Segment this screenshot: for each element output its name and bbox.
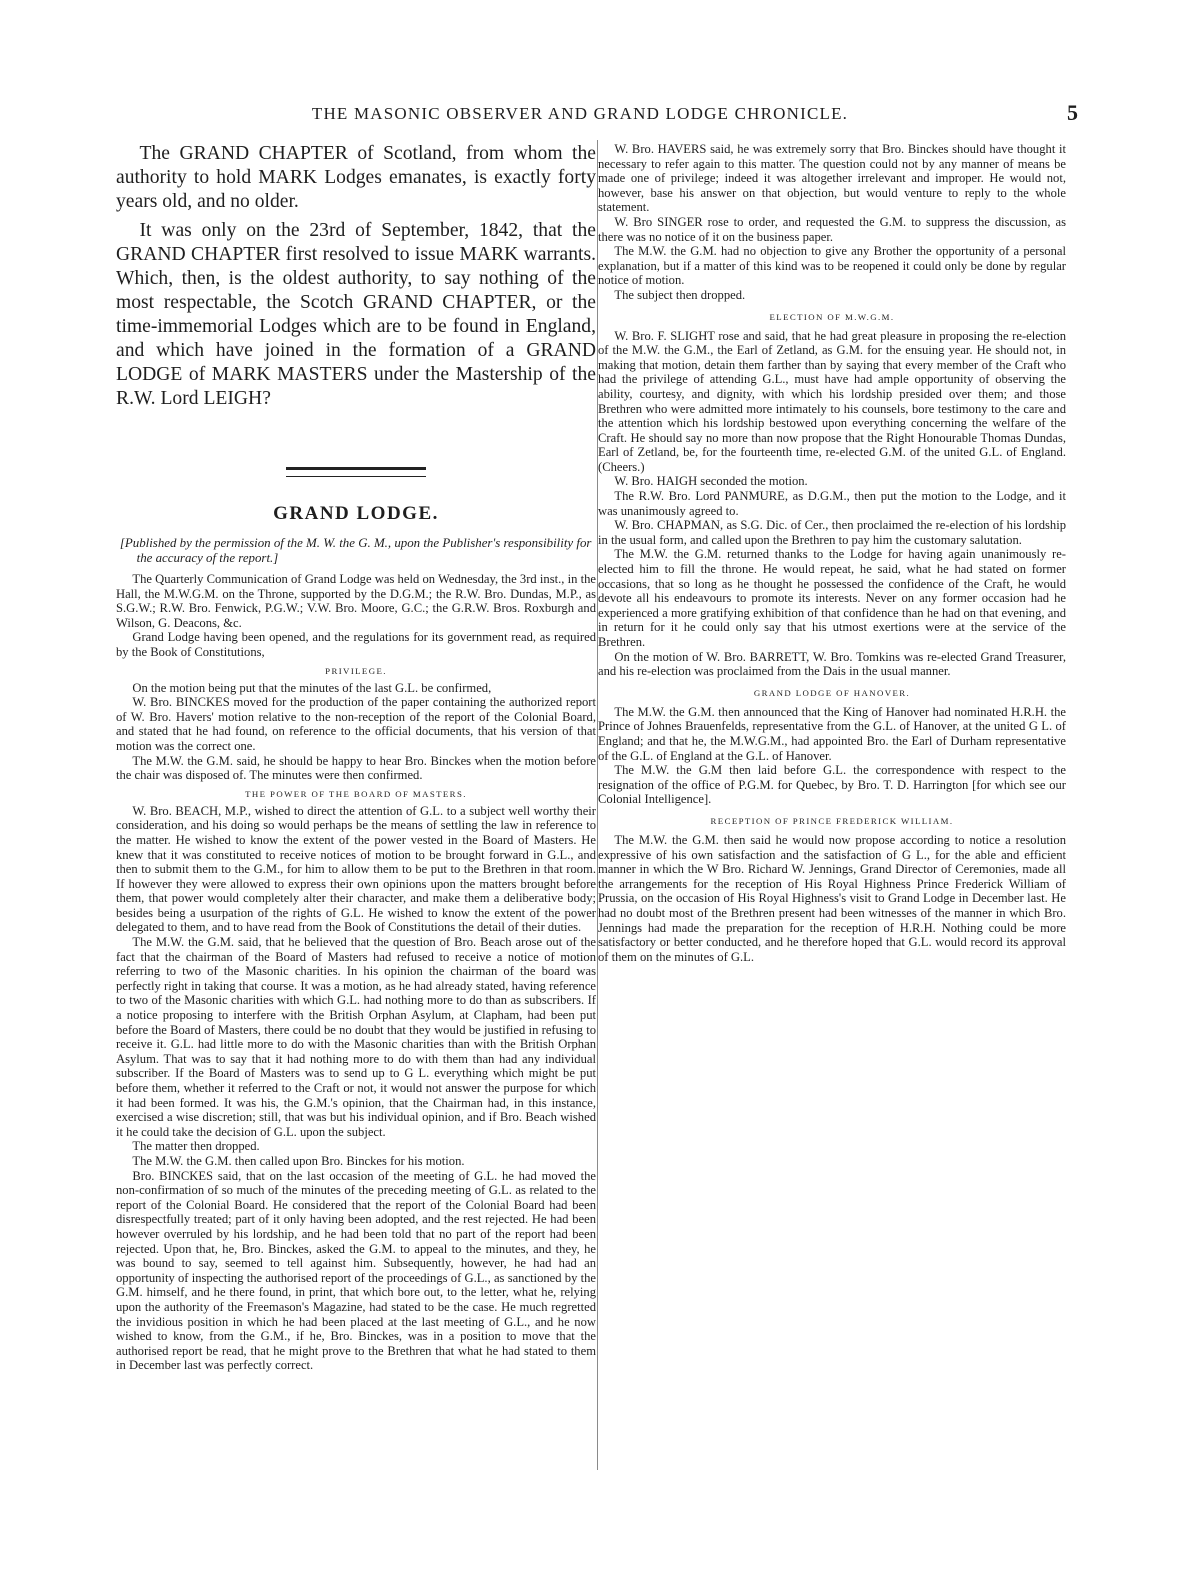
article-paragraph: Grand Lodge having been opened, and the regulations for its government read, as required by the Book of Constitutions, [116, 630, 596, 659]
left-column [116, 142, 596, 1502]
article-paragraph: W. Bro. CHAPMAN, as S.G. Dic. of Cer., then proclaimed the re-election of his lordship in the usual form, and called upon the Brethren to pay him the customary salutation. [598, 518, 1066, 547]
article-paragraph: On the motion being put that the minutes of the last G.L. be confirmed, [132, 680, 492, 695]
right-column [598, 142, 1066, 1487]
article-paragraph: W. Bro SINGER rose to order, and requested the G.M. to suppress the discussion, as there was no notice of it on the business paper. [598, 214, 1066, 244]
page-header [120, 100, 1080, 130]
lead-paragraph: The GRAND CHAPTER of Scotland, from whom the authority to hold MARK Lodges emanates, is exactly forty years old, and no older. [116, 143, 596, 212]
article-paragraph: W. Bro. HAVERS said, he was extremely sorry that Bro. Binckes should have thought it necessary to refer again to this matter. The question could not by any manner of means be made one of privilege; indeed it was altogether irrelevant and improper. He would not, however, base his answer on that objection, but would venture to reply to the whole statement. [598, 142, 1066, 215]
article-paragraph: The M.W. the G.M. had no objection to give any Brother the opportunity of a personal explanation, but if a matter of this kind was to be reopened it could only be done by regular notice of motion. [598, 244, 1066, 288]
article-paragraph: The R.W. Bro. Lord PANMURE, as D.G.M., then put the motion to the Lodge, and it was unanimously agreed to. [598, 489, 1066, 518]
article-paragraph: On the motion of W. Bro. BARRETT, W. Bro. Tomkins was re-elected Grand Treasurer, and his re-election was proclaimed from the Dais in the usual manner. [598, 649, 1066, 679]
article-paragraph: W. Bro. HAIGH seconded the motion. [614, 474, 808, 489]
article-paragraph: The Quarterly Communication of Grand Lodge was held on Wednesday, the 3rd inst., in the Hall, the M.W.G.M. on the Throne, supported by the D.G.M.; the R.W. Bro. Dundas, M.P., as S.G.W.; R.W. Bro. Fenwick, P.G.W.; V.W. Bro. Moore, G.C.; the G.R.W. Bros. Roxburgh and Wilson, G. Deacons, &c. [116, 572, 596, 630]
subheading-board-of-masters: THE POWER OF THE BOARD OF MASTERS. [245, 788, 467, 799]
section-separator [286, 467, 426, 477]
article-paragraph: The matter then dropped. [132, 1139, 260, 1154]
article-paragraph: The M.W. the G.M. then said he would now propose according to notice a resolution expressive of his own satisfaction and the satisfaction of G L., for the able and efficient manner in which the W Bro. Richard W. Jennings, Grand Director of Ceremonies, made all the arrangements for the reception of His Royal Highness Prince Frederick William of Prussia, on the occasion of His Royal Highness's visit to Grand Lodge in December last. He had no doubt most of the Brethren present had been witnesses of the manner in which Bro. Jennings had made the preparation for the reception of H.R.H. Nothing could be more satisfactory or better conducted, and he therefore hoped that G.L. would record its approval of them on the minutes of G.L. [598, 832, 1066, 964]
article-paragraph: The M.W. the G.M. then called upon Bro. Binckes for his motion. [132, 1153, 465, 1168]
lead-paragraph: It was only on the 23rd of September, 1842, that the GRAND CHAPTER first resolved to issue MARK warrants. Which, then, is the oldest authority, to say nothing of the most respectable, the Scotch GRAND CHAPTER, or the time-immemorial Lodges which are to be found in England, and which have joined in the formation of a GRAND LODGE of MARK MASTERS under the Mastership of the R.W. Lord LEIGH? [116, 220, 596, 409]
article-paragraph: The M.W. the G.M. said, he should be happy to hear Bro. Binckes when the motion before the chair was disposed of. The minutes were then confirmed. [116, 753, 596, 783]
subheading-hanover: GRAND LODGE OF HANOVER. [753, 687, 911, 698]
article-paragraph: W. Bro. F. SLIGHT rose and said, that he had great pleasure in proposing the re-election of the M.W. the G.M., the Earl of Zetland, as G.M. for the ensuing year. He should not, in making that motion, detain them farther than by saying that every member of the Craft who had the privilege of attending G.L., must have had ample opportunity of observing the ability, courtesy, and dignity, with which his lordship presided over them; and those Brethren who were admitted more intimately to his counsels, bore testimony to the care and the attention which his lordship bestowed upon everything concerning the welfare of the Craft. He should say no more than now propose that the Right Honourable Thomas Dundas, Earl of Zetland, be, for the fourteenth time, re-elected G.M. of the united G.L. of England. (Cheers.) [598, 328, 1066, 474]
running-title: THE MASONIC OBSERVER AND GRAND LODGE CHRONICLE. [311, 104, 849, 123]
article-paragraph: The subject then dropped. [614, 287, 746, 302]
article-paragraph: W. Bro. BEACH, M.P., wished to direct the attention of G.L. to a subject well worthy their consideration, and his doing so would perhaps be the means of settling the law in reference to the matter. He wished to know the extent of the power vested in the Board of Masters. He knew that it was constituted to receive notices of motion to be brought forward in G.L., and then to submit them to the G.M., for him to allow them to be put to the Brethren in that room. If however they were allowed to express their own opinions upon the matters brought before them, that power would completely alter their character, and make them a deliberative body; besides being a usurpation of the rights of G.L. He wished to know the extent of the power delegated to them, and to have read from the Book of Constitutions the detail of their duties. [116, 803, 596, 935]
article-paragraph: The M.W. the G.M. said, that he believed that the question of Bro. Beach arose out of the fact that the chairman of the Board of Masters had refused to receive a notice of motion referring to two of the Masonic charities. In his opinion the chairman of the board was perfectly right in taking that course. It was a motion, as he had already stated, having reference to two of the Masonic charities with which G.L. had nothing more to do than as subscribers. If a notice proposing to interfere with the British Orphan Asylum, at Clapham, had been put before the Board of Masters, there could be no doubt that they would be justified in refusing to receive it. G.L. had little more to do with the Masonic charities than with the British Orphan Asylum. That was to say that it had nothing more to do with them than had any individual subscriber. If the Board of Masters was to send up to G L. everything which might be put before them, whether it referred to the Craft or not, it would not answer the purpose for which it had been formed. It was his, the G.M.'s opinion, that the Chairman had, in this instance, exercised a wise discretion; still, that was but his individual opinion, and if Bro. Beach wished it he could take the decision of G.L. upon the subject. [116, 935, 596, 1139]
subheading-prince-frederick: RECEPTION OF PRINCE FREDERICK WILLIAM. [710, 815, 954, 826]
article-paragraph: W. Bro. BINCKES moved for the production of the paper containing the authorized report of W. Bro. Havers' motion relative to the non-reception of the report of the Colonial Board, and stated that he had found, on reference to the official documents, that his version of that motion was the correct one. [116, 695, 596, 753]
subheading-election: ELECTION OF M.W.G.M. [769, 311, 895, 322]
article-paragraph: The M.W. the G.M. then announced that the King of Hanover had nominated H.R.H. the Prince of Johnes Brauenfelds, representative from the G.L. of Hanover, at the united G L. of England; and that he, the M.W.G.M., had appointed Bro. the Earl of Durham representative of the G.L. of England at the G.L. of Hanover. [598, 704, 1066, 763]
article-paragraph: The M.W. the G.M. returned thanks to the Lodge for having again unanimously re-elected him to fill the throne. He would repeat, he said, what he had stated on former occasions, that so long as he thought he possessed the confidence of the Craft, he would devote all his endeavours to promote its interests. Never on any former occasion had he experienced a more gratifying exhibition of that confidence than he had on that evening, and in return for it he could only say that his utmost exertions were at the service of the Brethren. [598, 547, 1066, 649]
section-title: GRAND LODGE. [273, 503, 439, 524]
subheading-privilege: PRIVILEGE. [325, 665, 387, 676]
page-number: 5 [1067, 100, 1078, 125]
publication-note: [Published by the permission of the M. W. the G. M., upon the Publisher's responsibility for the accuracy of the report.] [119, 536, 592, 565]
article-paragraph: Bro. BINCKES said, that on the last occasion of the meeting of G.L. he had moved the non-confirmation of so much of the minutes of the preceding meeting of G.L. as related to the report of the Colonial Board. He considered that the report of the Colonial Board had been disrespectfully treated; part of it only having been adopted, and the rest rejected. He had been however overruled by his lordship, and he had been told that no part of the report had been rejected. Upon that, he, Bro. Binckes, asked the G.M. to appeal to the minutes, and they, he was bound to say, seemed to tell against him. Subsequently, however, he had had an opportunity of inspecting the authorised report of the proceedings of G.L., as sanctioned by the G.M. himself, and he there found, in print, that which bore out, to the letter, what he, relying upon the authority of the Freemason's Magazine, had stated to be the case. He much regretted the invidious position in which he had been placed at the last meeting of G.L., and he now wished to know, from the G.M., if he, Bro. Binckes, was in a position to move that the authorised report be read, that he might prove to the Brethren that what he had stated to them in December last was perfectly correct. [116, 1168, 596, 1373]
article-paragraph: The M.W. the G.M then laid before G.L. the correspondence with respect to the resignation of the office of P.G.M. for Quebec, by Bro. T. D. Harrington [for which see our Colonial Intelligence]. [598, 763, 1066, 807]
